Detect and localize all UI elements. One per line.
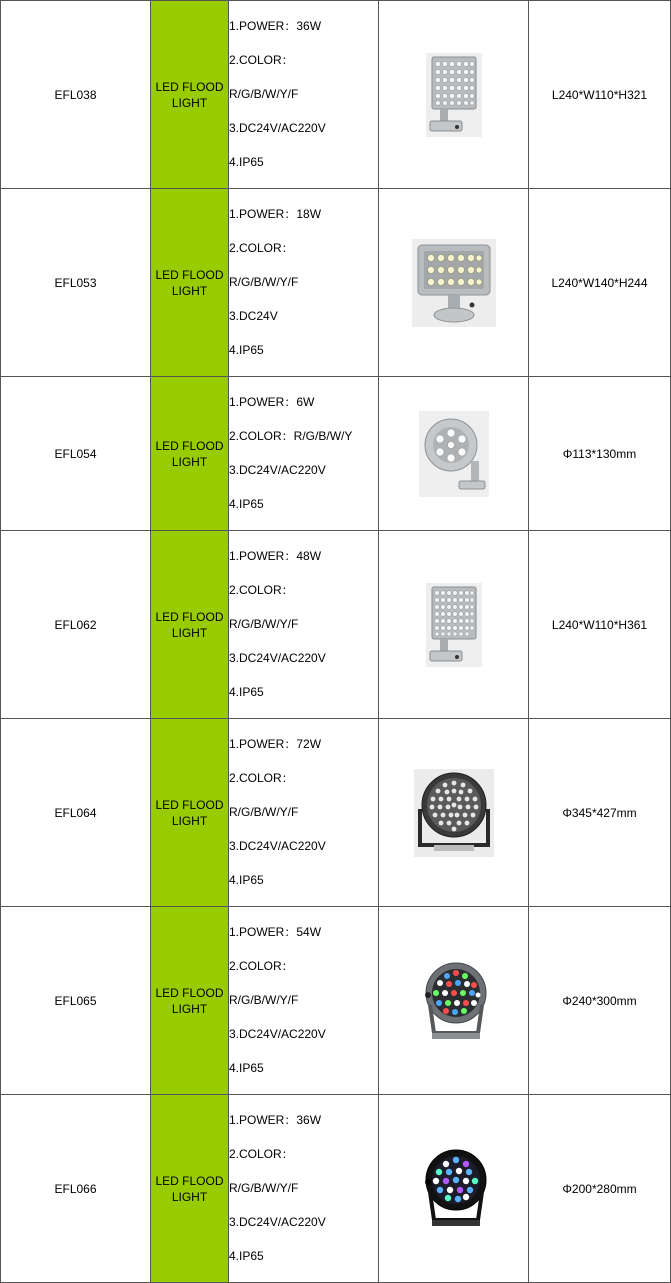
spec-line: 3.DC24V/AC220V: [229, 651, 326, 665]
table-row: [1, 531, 671, 719]
product-photo-cell: [379, 377, 529, 531]
table-row: [1, 719, 671, 907]
spec-line: 4.IP65: [229, 873, 264, 887]
spec-line: 1.POWER：72W: [229, 737, 322, 751]
model-cell: EFL053: [1, 189, 151, 377]
product-photo-cell: [379, 907, 529, 1095]
model-cell: EFL038: [1, 1, 151, 189]
spec-line: 4.IP65: [229, 343, 264, 357]
product-photo-cell: [379, 531, 529, 719]
specs-cell: [229, 531, 379, 719]
spec-line: 1.POWER：36W: [229, 19, 322, 33]
model-cell: EFL054: [1, 377, 151, 531]
specs-cell: [229, 1, 379, 189]
spec-line: 1.POWER：36W: [229, 1113, 322, 1127]
product-name-cell: LED FLOOD LIGHT: [151, 1095, 229, 1283]
spec-line: 1.POWER：18W: [229, 207, 322, 221]
rgb-par-light-36led-icon: [418, 1146, 490, 1232]
model-cell: EFL066: [1, 1095, 151, 1283]
product-photo-cell: [379, 189, 529, 377]
model-cell: EFL065: [1, 907, 151, 1095]
spec-line: 3.DC24V/AC220V: [229, 463, 326, 477]
dimensions-cell: Φ200*280mm: [529, 1095, 671, 1283]
table-row: [1, 1095, 671, 1283]
square-flood-light-48led-icon: [426, 583, 482, 667]
spec-line: 3.DC24V: [229, 309, 278, 323]
spec-line: 2.COLOR：: [229, 771, 294, 785]
specs-cell: [229, 189, 379, 377]
spec-line: R/G/B/W/Y/F: [229, 87, 299, 101]
specs-cell: [229, 1095, 379, 1283]
dimensions-cell: L240*W140*H244: [529, 189, 671, 377]
spec-line: 3.DC24V/AC220V: [229, 1215, 326, 1229]
spec-line: 4.IP65: [229, 685, 264, 699]
spec-line: 3.DC24V/AC220V: [229, 121, 326, 135]
spec-line: 4.IP65: [229, 1249, 264, 1263]
spec-line: 3.DC24V/AC220V: [229, 839, 326, 853]
product-photo-cell: [379, 719, 529, 907]
dimensions-cell: L240*W110*H361: [529, 531, 671, 719]
spec-line: 4.IP65: [229, 497, 264, 511]
product-name-cell: LED FLOOD LIGHT: [151, 1, 229, 189]
product-name-cell: LED FLOOD LIGHT: [151, 377, 229, 531]
round-black-flood-light-72led-icon: [414, 769, 494, 857]
spec-line: 2.COLOR：: [229, 53, 294, 67]
product-name-cell: LED FLOOD LIGHT: [151, 719, 229, 907]
dimensions-cell: L240*W110*H321: [529, 1, 671, 189]
spec-line: R/G/B/W/Y/F: [229, 805, 299, 819]
table-row: [1, 907, 671, 1095]
spec-line: 2.COLOR：: [229, 241, 294, 255]
spec-line: 2.COLOR：R/G/B/W/Y: [229, 429, 353, 443]
spec-line: 1.POWER：6W: [229, 395, 315, 409]
spec-line: R/G/B/W/Y/F: [229, 275, 299, 289]
round-flood-light-6led-icon: [419, 411, 489, 497]
spec-line: 3.DC24V/AC220V: [229, 1027, 326, 1041]
product-name-cell: LED FLOOD LIGHT: [151, 531, 229, 719]
dimensions-cell: Φ345*427mm: [529, 719, 671, 907]
spec-line: 2.COLOR：: [229, 583, 294, 597]
rgb-par-light-54led-icon: [418, 957, 490, 1045]
model-cell: EFL062: [1, 531, 151, 719]
specs-cell: [229, 377, 379, 531]
spec-line: 4.IP65: [229, 1061, 264, 1075]
specs-cell: [229, 719, 379, 907]
spec-line: 2.COLOR：: [229, 1147, 294, 1161]
spec-line: R/G/B/W/Y/F: [229, 617, 299, 631]
rect-flood-light-18led-icon: [412, 239, 496, 327]
table-row: [1, 189, 671, 377]
spec-line: R/G/B/W/Y/F: [229, 1181, 299, 1195]
spec-line: 1.POWER：54W: [229, 925, 322, 939]
dimensions-cell: Φ240*300mm: [529, 907, 671, 1095]
specs-cell: [229, 907, 379, 1095]
product-photo-cell: [379, 1, 529, 189]
dimensions-cell: Φ113*130mm: [529, 377, 671, 531]
product-name-cell: LED FLOOD LIGHT: [151, 907, 229, 1095]
spec-line: R/G/B/W/Y/F: [229, 993, 299, 1007]
spec-line: 1.POWER：48W: [229, 549, 322, 563]
square-flood-light-36led-icon: [426, 53, 482, 137]
product-name-cell: LED FLOOD LIGHT: [151, 189, 229, 377]
spec-line: 2.COLOR：: [229, 959, 294, 973]
model-cell: EFL064: [1, 719, 151, 907]
table-row: [1, 377, 671, 531]
product-photo-cell: [379, 1095, 529, 1283]
table-row: [1, 1, 671, 189]
spec-line: 4.IP65: [229, 155, 264, 169]
